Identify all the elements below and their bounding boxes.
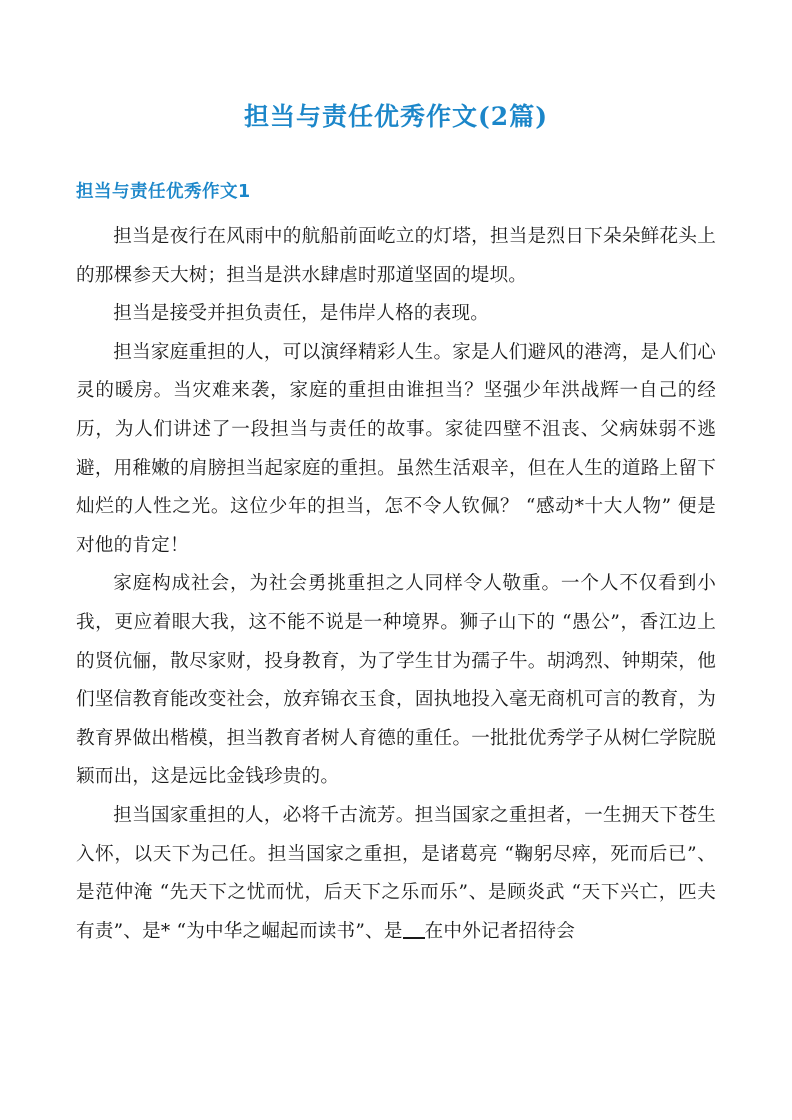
- fill-in-blank: [403, 919, 425, 939]
- document-body: [76, 218, 716, 951]
- section-heading: 担当与责任优秀作文1: [76, 182, 251, 202]
- paragraph-text: 担当国家重担的人，必将千古流芳。担当国家之重担者，一生拥天下苍生入怀，以天下为己任。担当国家之重担，是诸葛亮 “鞠躬尽瘁，死而后已”、是范仲淹 “先天下之忧而忧，后天下之乐而乐”、是顾炎武 “天下兴亡，匹夫有责”、是* “为中华之崛起而读书”、是: [76, 804, 716, 942]
- paragraph: 家庭构成社会，为社会勇挑重担之人同样令人敬重。一个人不仅看到小我，更应着眼大我，这不能不说是一种境界。狮子山下的 “愚公”，香江边上的贤伉俪，散尽家财，投身教育，为了学生甘为孺子牛。胡鸿烈、钟期荣，他们坚信教育能改变社会，放弃锦衣玉食，固执地投入毫无商机可言的教育，为教育界做出楷模，担当教育者树人育德的重任。一批批优秀学子从树仁学院脱颖而出，这是远比金钱珍贵的。: [76, 573, 716, 788]
- paragraph-text: 在中外记者招待会: [424, 920, 575, 942]
- paragraph: 担当家庭重担的人，可以演绎精彩人生。家是人们避风的港湾，是人们心灵的暖房。当灾难来袭，家庭的重担由谁担当？坚强少年洪战辉一自己的经历，为人们讲述了一段担当与责任的故事。家徒四壁不沮丧、父病妹弱不逃避，用稚嫩的肩膀担当起家庭的重担。虽然生活艰辛，但在人生的道路上留下灿烂的人性之光。这位少年的担当，怎不令人钦佩？ “感动*十大人物” 便是对他的肯定！: [76, 341, 716, 556]
- paragraph: [76, 797, 716, 951]
- paragraph: 担当是夜行在风雨中的航船前面屹立的灯塔，担当是烈日下朵朵鲜花头上的那棵参天大树；担当是洪水肆虐时那道坚固的堤坝。: [76, 226, 716, 286]
- paragraph: 担当是接受并担负责任，是伟岸人格的表现。: [113, 303, 490, 325]
- document-title: 担当与责任优秀作文(2篇): [243, 102, 549, 131]
